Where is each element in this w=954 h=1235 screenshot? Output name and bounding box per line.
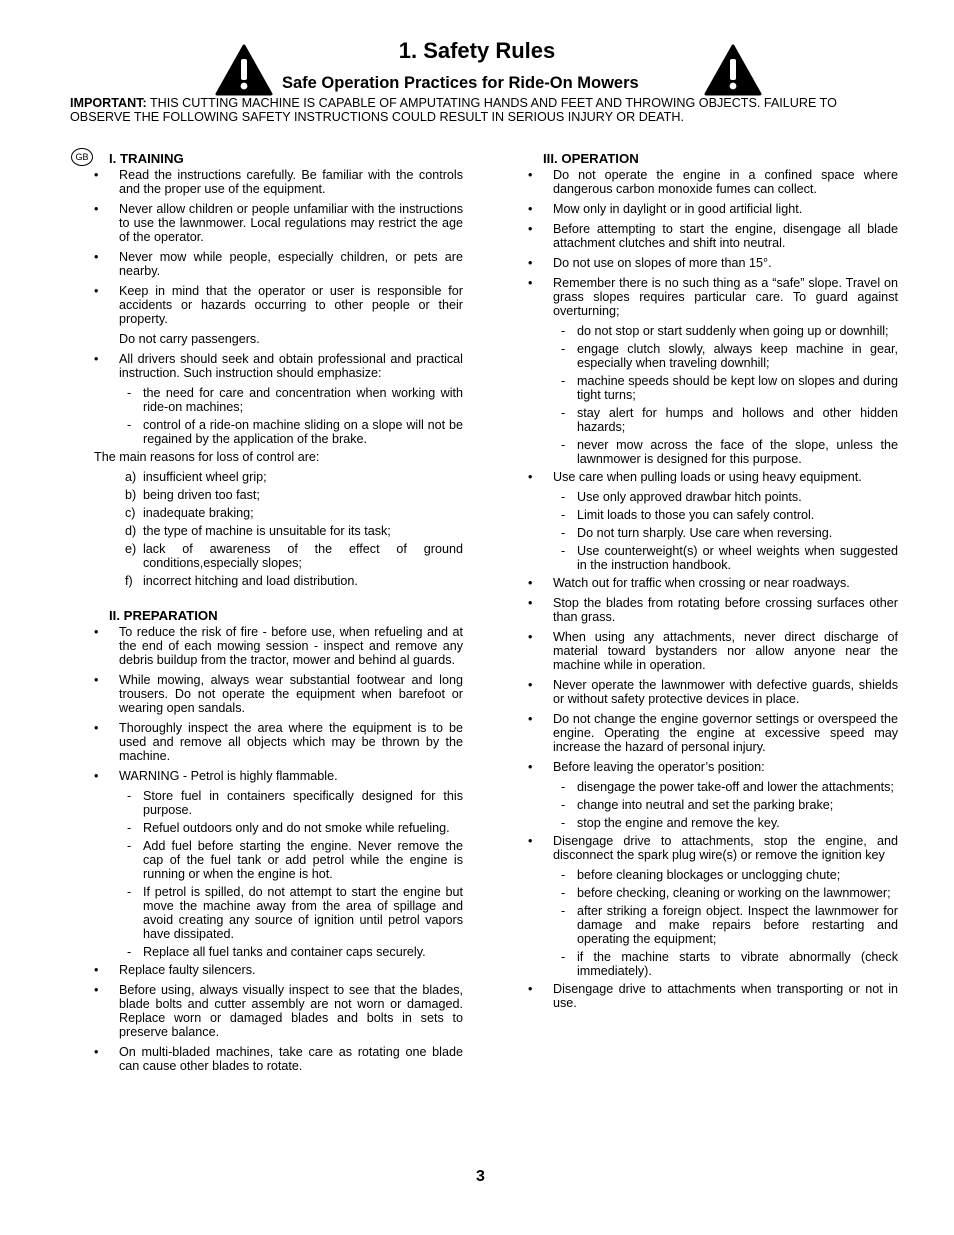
important-label: IMPORTANT: <box>70 96 147 110</box>
disengage-sublist <box>528 868 898 978</box>
list-item: • Never allow children or people unfamiliar with the instructions to use the lawnmower. Local regulations may restrict the age of the operator. <box>94 202 463 244</box>
list-item: • Never mow while people, especially children, or pets are nearby. <box>94 250 463 278</box>
sub-list-item: - stay alert for humps and hollows and other hidden hazards; <box>561 406 898 434</box>
sub-list-item: - never mow across the face of the slope, unless the lawnmower is designed for this purpose. <box>561 438 898 466</box>
operation-list-b <box>528 576 898 754</box>
reason-item: e) lack of awareness of the effect of ground conditions,especially slopes; <box>125 542 463 570</box>
drivers-sublist <box>94 386 463 446</box>
left-column <box>94 151 463 1079</box>
loads-sublist <box>528 490 898 572</box>
sub-list-item: - after striking a foreign object. Inspect the lawnmower for damage and make repairs before restarting and operating the equipment; <box>561 904 898 946</box>
sub-list-item: - Replace all fuel tanks and container caps securely. <box>127 945 426 959</box>
sub-list-item: - if the machine starts to vibrate abnormally (check immediately). <box>561 950 898 978</box>
sub-list-item: - disengage the power take-off and lower the attachments; <box>561 780 894 794</box>
leaving-sublist <box>528 780 898 830</box>
list-item: • Use care when pulling loads or using heavy equipment. <box>528 470 862 484</box>
petrol-sublist <box>94 789 463 959</box>
list-item: • Never operate the lawnmower with defective guards, shields or without safety protective devices in place. <box>528 678 898 706</box>
sub-list-item: - Use only approved drawbar hitch points. <box>561 490 802 504</box>
section-title-preparation: II. PREPARATION <box>109 608 218 623</box>
section-title-training: I. TRAINING <box>109 151 184 166</box>
sub-list-item: - stop the engine and remove the key. <box>561 816 780 830</box>
reason-item: d) the type of machine is unsuitable for its task; <box>125 524 391 538</box>
operation-list <box>528 168 898 270</box>
list-item: • While mowing, always wear substantial footwear and long trousers. Do not operate the equipment when barefoot or wearing open sandals. <box>94 673 463 715</box>
page-number: 3 <box>476 1168 485 1185</box>
training-list <box>94 168 463 326</box>
reasons-intro: The main reasons for loss of control are: <box>94 450 320 464</box>
sub-list-item: - Do not turn sharply. Use care when reversing. <box>561 526 833 540</box>
list-item: • Disengage drive to attachments when transporting or not in use. <box>528 982 898 1010</box>
reason-item: a) insufficient wheel grip; <box>125 470 267 484</box>
list-item: • Stop the blades from rotating before crossing surfaces other than grass. <box>528 596 898 624</box>
list-item: • Do not change the engine governor settings or overspeed the engine. Operating the engine at excessive speed may increase the hazard of personal injury. <box>528 712 898 754</box>
preparation-list <box>94 625 463 763</box>
sub-list-item: - the need for care and concentration when working with ride-on machines; <box>127 386 463 414</box>
sub-list-item: - Limit loads to those you can safely control. <box>561 508 815 522</box>
sub-list-item: - machine speeds should be kept low on slopes and during tight turns; <box>561 374 898 402</box>
list-item: • WARNING - Petrol is highly flammable. <box>94 769 338 783</box>
list-item: • On multi-bladed machines, take care as rotating one blade can cause other blades to rotate. <box>94 1045 463 1073</box>
warning-icon-right <box>704 44 762 96</box>
preparation-list-b <box>94 963 463 1073</box>
sub-list-item: - If petrol is spilled, do not attempt to start the engine but move the machine away from the area of spillage and avoid creating any source of ignition until petrol vapors have dissipated. <box>127 885 463 941</box>
list-item: • Before using, always visually inspect to see that the blades, blade bolts and cutter assembly are not worn or damaged. Replace worn or damaged blades and bolts in sets to preserve balance. <box>94 983 463 1039</box>
sub-list-item: - Refuel outdoors only and do not smoke while refueling. <box>127 821 450 835</box>
list-item: • Do not operate the engine in a confined space where dangerous carbon monoxide fumes can collect. <box>528 168 898 196</box>
list-item: • Remember there is no such thing as a “safe” slope. Travel on grass slopes requires particular care. To guard against overturning; <box>528 276 898 318</box>
slope-sublist <box>528 324 898 466</box>
sub-list-item: - control of a ride-on machine sliding on a slope will not be regained by the application of the brake. <box>127 418 463 446</box>
sub-list-item: - Add fuel before starting the engine. Never remove the cap of the fuel tank or add petrol while the engine is running or when the engine is hot. <box>127 839 463 881</box>
list-item: • To reduce the risk of fire - before use, when refueling and at the end of each mowing session - inspect and remove any debris buildup from the tractor, mower and behind al guards. <box>94 625 463 667</box>
passengers-note: Do not carry passengers. <box>119 332 260 346</box>
list-item: • Read the instructions carefully. Be familiar with the controls and the proper use of the equipment. <box>94 168 463 196</box>
list-item: • Replace faulty silencers. <box>94 963 256 977</box>
sub-list-item: - before checking, cleaning or working on the lawnmower; <box>561 886 891 900</box>
list-item: • Before attempting to start the engine, disengage all blade attachment clutches and shift into neutral. <box>528 222 898 250</box>
reason-item: f) incorrect hitching and load distribution. <box>125 574 358 588</box>
important-text: THIS CUTTING MACHINE IS CAPABLE OF AMPUTATING HANDS AND FEET AND THROWING OBJECTS. FAILURE TO OBSERVE THE FOLLOWING SAFETY INSTRUCTIONS COULD RESULT IN SERIOUS INJURY OR DEATH. <box>70 96 837 124</box>
page-subtitle: Safe Operation Practices for Ride-On Mowers <box>282 74 639 92</box>
list-item: • All drivers should seek and obtain professional and practical instruction. Such instruction should emphasize: <box>94 352 463 380</box>
right-column <box>528 151 898 1016</box>
list-item: • When using any attachments, never direct discharge of material toward bystanders nor allow anyone near the machine while in operation. <box>528 630 898 672</box>
list-item: • Thoroughly inspect the area where the equipment is to be used and remove all objects which may be thrown by the machine. <box>94 721 463 763</box>
page-title: 1. Safety Rules <box>398 38 556 63</box>
reason-item: b) being driven too fast; <box>125 488 260 502</box>
list-item: • Mow only in daylight or in good artificial light. <box>528 202 803 216</box>
sub-list-item: - Use counterweight(s) or wheel weights when suggested in the instruction handbook. <box>561 544 898 572</box>
sub-list-item: - engage clutch slowly, always keep machine in gear, especially when traveling downhill; <box>561 342 898 370</box>
language-badge: GB <box>71 148 93 166</box>
list-item: • Before leaving the operator’s position: <box>528 760 765 774</box>
list-item: • Watch out for traffic when crossing or near roadways. <box>528 576 850 590</box>
list-item: • Do not use on slopes of more than 15°. <box>528 256 772 270</box>
sub-list-item: - do not stop or start suddenly when going up or downhill; <box>561 324 889 338</box>
important-notice <box>70 96 900 124</box>
list-item: • Disengage drive to attachments, stop the engine, and disconnect the spark plug wire(s) or remove the ignition key <box>528 834 898 862</box>
reasons-list <box>94 470 463 588</box>
reason-item: c) inadequate braking; <box>125 506 254 520</box>
sub-list-item: - before cleaning blockages or unclogging chute; <box>561 868 841 882</box>
sub-list-item: - Store fuel in containers specifically designed for this purpose. <box>127 789 463 817</box>
section-title-operation: III. OPERATION <box>543 151 639 166</box>
list-item: • Keep in mind that the operator or user is responsible for accidents or hazards occurring to other people or their property. <box>94 284 463 326</box>
sub-list-item: - change into neutral and set the parking brake; <box>561 798 834 812</box>
